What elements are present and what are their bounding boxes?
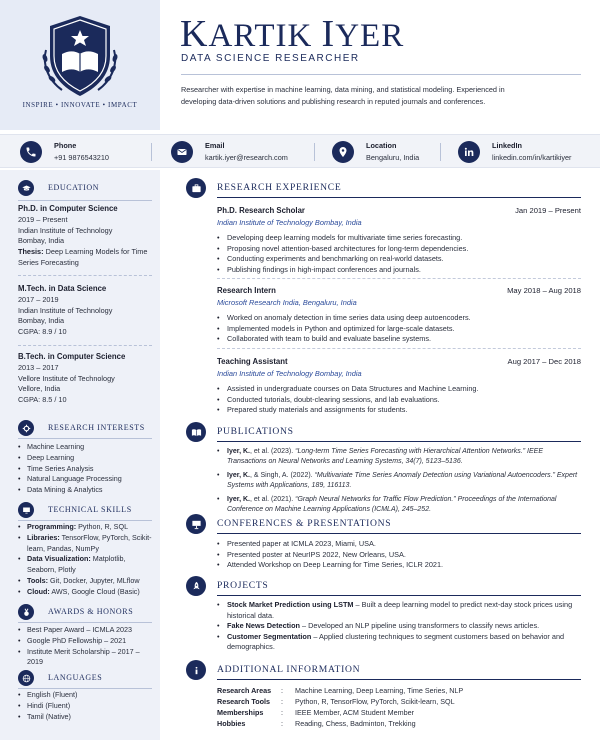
contact-label: Location xyxy=(366,141,397,150)
info-key: Research Areas xyxy=(217,686,272,695)
position-title: Research Intern xyxy=(217,286,276,295)
name-initial-first: K xyxy=(180,13,209,55)
info-icon xyxy=(186,660,206,680)
skill-value: Python, R, SQL xyxy=(78,522,129,531)
resume-header xyxy=(0,0,600,130)
name-last-rest: YER xyxy=(335,18,405,54)
briefcase-icon xyxy=(186,178,206,198)
section-title: LANGUAGES xyxy=(48,673,103,682)
skills-heading xyxy=(18,502,153,518)
table-row xyxy=(217,719,463,730)
motto-text: INSPIRE • INNOVATE • IMPACT xyxy=(22,101,138,109)
list-item: • Collaborated with team to build and evaluate baseline systems. xyxy=(217,334,581,345)
section-title: RESEARCH INTERESTS xyxy=(48,423,145,432)
list-item: • Worked on anomaly detection in time series data using deep autoencoders. xyxy=(217,313,581,324)
publication-item xyxy=(217,495,581,516)
globe-icon xyxy=(18,670,34,686)
position-title: Teaching Assistant xyxy=(217,357,288,366)
duties-list xyxy=(217,233,581,275)
pub-year: , et al. (2021). xyxy=(249,495,296,503)
email-icon xyxy=(171,141,193,163)
skill-key: Libraries: xyxy=(27,532,60,542)
sidebar xyxy=(0,170,160,740)
education-heading xyxy=(18,180,153,196)
position-dates: Jan 2019 – Present xyxy=(515,206,581,215)
section-title: PUBLICATIONS xyxy=(217,426,294,437)
list-item: • Machine Learning xyxy=(18,442,156,453)
pub-title: “Graph Neural Networks for Traffic Flow Prediction.” Proceedings of the International Conference on Machine Learning Applications (ICMLA), 245–252. xyxy=(227,495,557,514)
school-name: Vellore Institute of Technology xyxy=(18,373,115,383)
education-item xyxy=(18,284,152,338)
list-item xyxy=(18,554,156,576)
pub-title: “Multivariate Time Series Anomaly Detection using Variational Autoencoders.” Expert Systems with Applications, 189, 116113. xyxy=(227,471,578,490)
position-title: Ph.D. Research Scholar xyxy=(217,206,305,215)
skill-key: Tools: xyxy=(27,575,49,585)
duties-list xyxy=(217,313,581,345)
list-item: • Hindi (Fluent) xyxy=(18,701,156,712)
pub-title: “Long-term Time Series Forecasting with Hierarchical Attention Networks.” IEEE Transactions on Neural Networks and Learning Systems, 34(7), 5123–5136. xyxy=(227,448,543,466)
pub-authors: Iyer, K. xyxy=(227,495,250,503)
project-name: Stock Market Prediction using LSTM xyxy=(227,600,354,609)
section-divider xyxy=(217,595,581,596)
section-divider xyxy=(18,438,152,439)
duties-list xyxy=(217,384,581,416)
publications-heading xyxy=(186,422,582,442)
list-item: • Implemented models in Python and optimized for large-scale datasets. xyxy=(217,324,581,335)
table-row xyxy=(217,697,463,708)
thesis-label: Thesis: xyxy=(18,247,44,257)
thesis xyxy=(18,247,152,269)
section-divider xyxy=(18,520,152,521)
education-item xyxy=(18,204,152,269)
list-item: • Developing deep learning models for multivariate time series forecasting. xyxy=(217,233,581,244)
info-value: Machine Learning, Deep Learning, Time Series, NLP xyxy=(295,686,464,695)
contact-label: Email xyxy=(205,141,225,150)
list-item: • Presented paper at ICMLA 2023, Miami, USA. xyxy=(217,539,581,550)
item-divider xyxy=(217,278,581,279)
additional-info-table xyxy=(217,686,463,730)
name-first-rest: ARTIK xyxy=(208,18,313,54)
header-divider xyxy=(181,74,581,75)
table-row xyxy=(217,686,463,697)
contact-bar xyxy=(0,134,600,168)
list-item xyxy=(18,522,156,533)
contact-divider xyxy=(314,143,315,161)
list-item: • Best Paper Award – ICMLA 2023 xyxy=(18,625,156,636)
info-value: Python, R, TensorFlow, PyTorch, Scikit-learn, SQL xyxy=(295,697,455,706)
school-place: Bombay, India xyxy=(18,316,65,326)
languages-heading xyxy=(18,670,153,686)
list-item: • Attended Workshop on Deep Learning for Time Series, ICLR 2021. xyxy=(217,560,581,571)
degree-name: B.Tech. in Computer Science xyxy=(18,352,126,361)
book-icon xyxy=(186,422,206,442)
list-item xyxy=(18,533,156,555)
interests-heading xyxy=(18,420,153,436)
info-key: Research Tools xyxy=(217,697,270,706)
pub-year: , & Singh, A. (2022). xyxy=(249,471,315,479)
section-title: CONFERENCES & PRESENTATIONS xyxy=(217,518,392,529)
list-item: • English (Fluent) xyxy=(18,690,156,701)
cgpa: CGPA: 8.5 / 10 xyxy=(18,395,67,405)
school-name: Indian Institute of Technology xyxy=(18,305,113,315)
school-name: Indian Institute of Technology xyxy=(18,225,113,235)
profile-summary: Researcher with expertise in machine learning, data mining, and statistical modeling. Experienced in developing data-driven solutions and publishing research in reputed journals and conferences. xyxy=(181,85,505,106)
publication-item xyxy=(217,447,581,468)
degree-years: 2017 – 2019 xyxy=(18,294,59,304)
item-divider xyxy=(18,345,152,346)
conferences-heading xyxy=(186,514,582,534)
project-name: Fake News Detection xyxy=(227,621,300,631)
list-item: • Natural Language Processing xyxy=(18,474,156,485)
list-item: • Google PhD Fellowship – 2021 xyxy=(18,636,156,647)
list-item: • Publishing findings in high-impact conferences and journals. xyxy=(217,265,581,276)
phone-icon xyxy=(20,141,42,163)
crest-logo-icon xyxy=(38,10,122,100)
pub-authors: Iyer, K. xyxy=(227,471,250,479)
conferences-list xyxy=(217,539,581,571)
pub-authors: Iyer, K. xyxy=(227,448,250,455)
pub-year: , et al. (2023). xyxy=(249,448,296,455)
list-item: • Tamil (Native) xyxy=(18,712,156,723)
projects-heading xyxy=(186,576,582,596)
info-separator: : xyxy=(281,686,283,695)
info-separator: : xyxy=(281,719,283,728)
list-item: • Time Series Analysis xyxy=(18,464,156,475)
awards-list xyxy=(18,625,156,668)
project-item xyxy=(217,621,581,632)
project-item xyxy=(217,600,581,621)
section-divider xyxy=(18,622,152,623)
location-icon xyxy=(332,141,354,163)
school-place: Bombay, India xyxy=(18,236,65,246)
section-title: ADDITIONAL INFORMATION xyxy=(217,664,361,675)
info-value: IEEE Member, ACM Student Member xyxy=(295,708,415,717)
degree-name: Ph.D. in Computer Science xyxy=(18,204,118,213)
info-key: Memberships xyxy=(217,708,264,717)
list-item: • Conducted tutorials, doubt-clearing sessions, and lab evaluations. xyxy=(217,395,581,406)
skill-value: AWS, Google Cloud (Basic) xyxy=(51,586,140,596)
list-item: • Proposing novel attention-based architectures for long-term dependencies. xyxy=(217,244,581,255)
info-separator: : xyxy=(281,697,283,706)
project-item xyxy=(217,632,581,653)
skills-list xyxy=(18,522,156,598)
info-separator: : xyxy=(281,708,283,717)
skill-value: Matplotlib, Seaborn, Plotly xyxy=(27,554,126,575)
item-divider xyxy=(18,275,152,276)
experience-entry xyxy=(217,357,581,416)
awards-heading xyxy=(18,604,153,620)
rocket-icon xyxy=(186,576,206,596)
organization: Indian Institute of Technology Bombay, India xyxy=(217,369,362,378)
table-row xyxy=(217,708,463,719)
organization: Microsoft Research India, Bengaluru, India xyxy=(217,298,357,307)
list-item xyxy=(18,587,156,598)
cgpa: CGPA: 8.9 / 10 xyxy=(18,327,67,337)
experience-heading xyxy=(186,178,582,198)
section-divider xyxy=(217,533,581,534)
graduation-cap-icon xyxy=(18,180,34,196)
skill-key: Programming: xyxy=(27,522,77,531)
skill-key: Data Visualization: xyxy=(27,554,91,564)
degree-years: 2013 – 2017 xyxy=(18,362,59,372)
position-dates: May 2018 – Aug 2018 xyxy=(507,286,581,295)
email-value: kartik.iyer@research.com xyxy=(205,153,288,162)
experience-entry xyxy=(217,286,581,345)
projects-list xyxy=(217,600,581,653)
linkedin-icon xyxy=(458,141,480,163)
monitor-icon xyxy=(18,502,34,518)
section-title: TECHNICAL SKILLS xyxy=(48,505,132,514)
experience-entry xyxy=(217,206,581,275)
publication-item xyxy=(217,471,581,492)
job-title: DATA SCIENCE RESEARCHER xyxy=(181,53,360,64)
section-title: PROJECTS xyxy=(217,580,269,591)
project-desc: – Built a deep learning model to predict next-day stock prices using historical data. xyxy=(227,600,573,620)
contact-label: Phone xyxy=(54,141,77,150)
list-item: • Presented poster at NeurIPS 2022, New Orleans, USA. xyxy=(217,550,581,561)
name-initial-last: I xyxy=(321,13,336,55)
logo-panel xyxy=(0,0,160,130)
interests-list xyxy=(18,442,156,496)
list-item: • Assisted in undergraduate courses on Data Structures and Machine Learning. xyxy=(217,384,581,395)
info-key: Hobbies xyxy=(217,719,246,728)
section-divider xyxy=(18,200,152,201)
list-item: • Data Mining & Analytics xyxy=(18,485,156,496)
contact-divider xyxy=(440,143,441,161)
additional-heading xyxy=(186,660,582,680)
education-item xyxy=(18,352,152,406)
organization: Indian Institute of Technology Bombay, India xyxy=(217,218,362,227)
presentation-icon xyxy=(186,514,206,534)
contact-label: LinkedIn xyxy=(492,141,522,150)
school-place: Vellore, India xyxy=(18,384,61,394)
medal-icon xyxy=(18,604,34,620)
section-divider xyxy=(18,688,152,689)
project-name: Customer Segmentation xyxy=(227,631,312,641)
languages-list xyxy=(18,690,156,722)
info-value: Reading, Chess, Badminton, Trekking xyxy=(295,719,416,728)
contact-divider xyxy=(151,143,152,161)
skill-value: Git, Docker, Jupyter, MLflow xyxy=(50,575,140,585)
list-item: • Institute Merit Scholarship – 2017 – 2019 xyxy=(18,647,156,669)
list-item: • Prepared study materials and assignments for students. xyxy=(217,405,581,416)
gear-icon xyxy=(18,420,34,436)
degree-years: 2019 – Present xyxy=(18,214,68,224)
publications-list xyxy=(217,447,581,518)
location-value: Bengaluru, India xyxy=(366,153,420,162)
item-divider xyxy=(217,348,581,349)
degree-name: M.Tech. in Data Science xyxy=(18,284,107,293)
list-item xyxy=(18,576,156,587)
project-desc: – Applied clustering techniques to segment customers based on behavior and demographics. xyxy=(227,631,565,652)
phone-value: +91 9876543210 xyxy=(54,153,109,162)
position-dates: Aug 2017 – Dec 2018 xyxy=(507,357,581,366)
skill-value: TensorFlow, PyTorch, Scikit-learn, Pandas, NumPy xyxy=(27,532,152,553)
linkedin-value: linkedin.com/in/kartikiyer xyxy=(492,153,572,162)
candidate-name xyxy=(180,12,404,56)
section-title: RESEARCH EXPERIENCE xyxy=(217,182,342,193)
project-desc: – Developed an NLP pipeline using transformers to classify news articles. xyxy=(300,621,540,631)
section-title: EDUCATION xyxy=(48,183,100,192)
list-item: • Deep Learning xyxy=(18,453,156,464)
section-divider xyxy=(217,679,581,680)
list-item: • Conducting experiments and benchmarking on real-world datasets. xyxy=(217,254,581,265)
section-divider xyxy=(217,441,581,442)
skill-key: Cloud: xyxy=(27,586,50,596)
section-title: AWARDS & HONORS xyxy=(48,607,134,616)
thesis-title: Deep Learning Models for Time Series Forecasting xyxy=(18,247,148,267)
section-divider xyxy=(217,197,581,198)
